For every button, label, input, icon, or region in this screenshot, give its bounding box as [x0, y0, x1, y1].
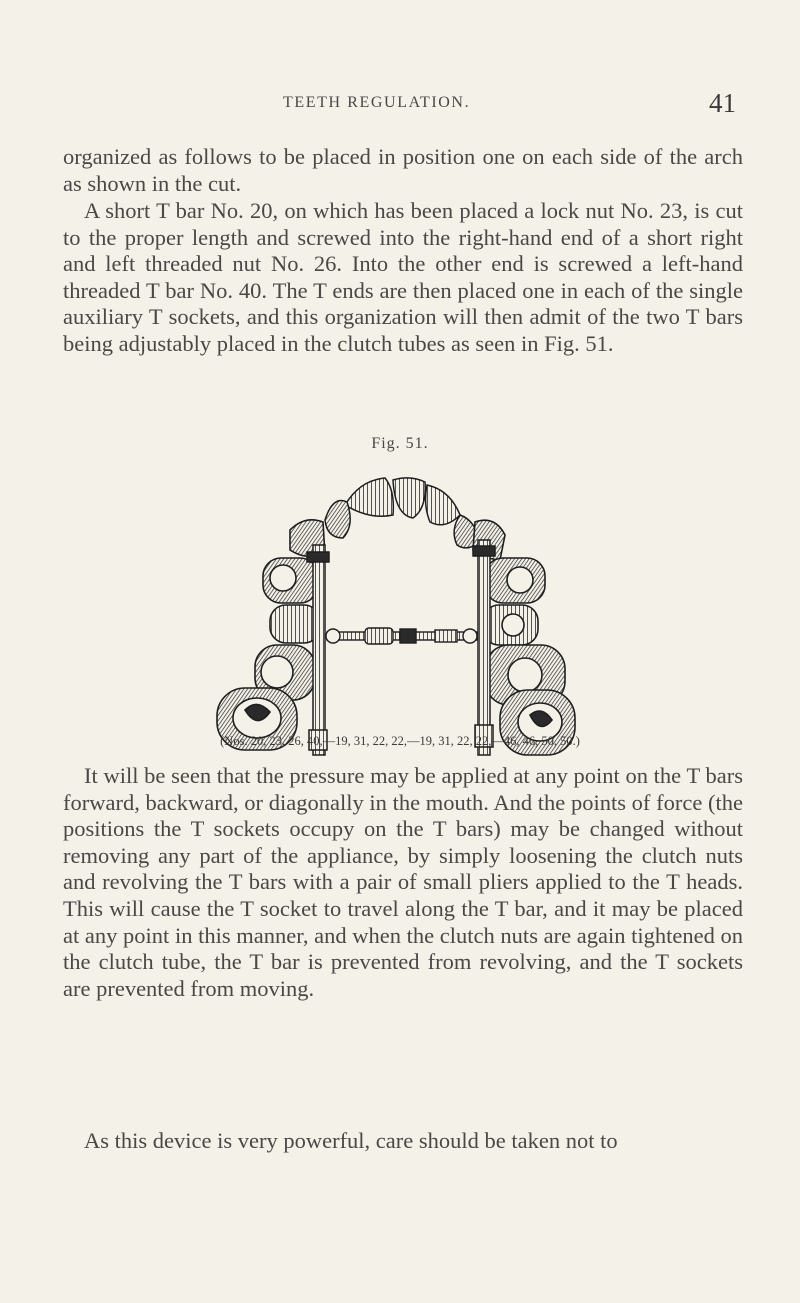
paragraph-4: As this device is very powerful, care should be taken not to: [84, 1128, 618, 1153]
dental-arch-appliance-illustration: [195, 460, 595, 760]
figure-part-numbers: (Nos. 20, 23, 26, 40,—19, 31, 22, 22,—19, 31, 22, 22,—46, 46, 50, 50.): [220, 734, 580, 748]
running-head: [0, 88, 800, 122]
paragraph-1: organized as follows to be placed in position one on each side of the arch as shown in the cut.: [63, 144, 743, 196]
running-title: TEETH REGULATION.: [283, 94, 471, 111]
paragraph-3: It will be seen that the pressure may be applied at any point on the T bars forward, backward, or diagonally in the mouth. And the points of force (the positions the T sockets occupy on the T bars) may be changed without removing any part of the appliance, by simply loosening the clutch nuts and revolving the T bars with a pair of small pliers applied to the T heads. This will cause the T socket to travel along the T bar, and it may be placed at any point in this manner, and when the clutch nuts are again tightened on the clutch tube, the T bar is prevented from revolving, and the T sockets are prevented from moving.: [63, 763, 743, 1001]
figure-caption: Fig. 51.: [371, 435, 429, 452]
front-teeth: [325, 478, 480, 548]
t-bar-assembly: [326, 628, 477, 644]
clutch-tubes: [307, 540, 495, 755]
page-number: 41: [709, 88, 736, 118]
paragraph-2: A short T bar No. 20, on which has been placed a lock nut No. 23, is cut to the proper length and screwed into the right-hand end of a short right and left threaded nut No. 26. Into the other end is screwed a left-hand threaded T bar No. 40. The T ends are then placed one in each of the single auxiliary T sockets, and this organization will then admit of the two T bars being adjustably placed in the clutch tubes as seen in Fig. 51.: [63, 198, 743, 356]
